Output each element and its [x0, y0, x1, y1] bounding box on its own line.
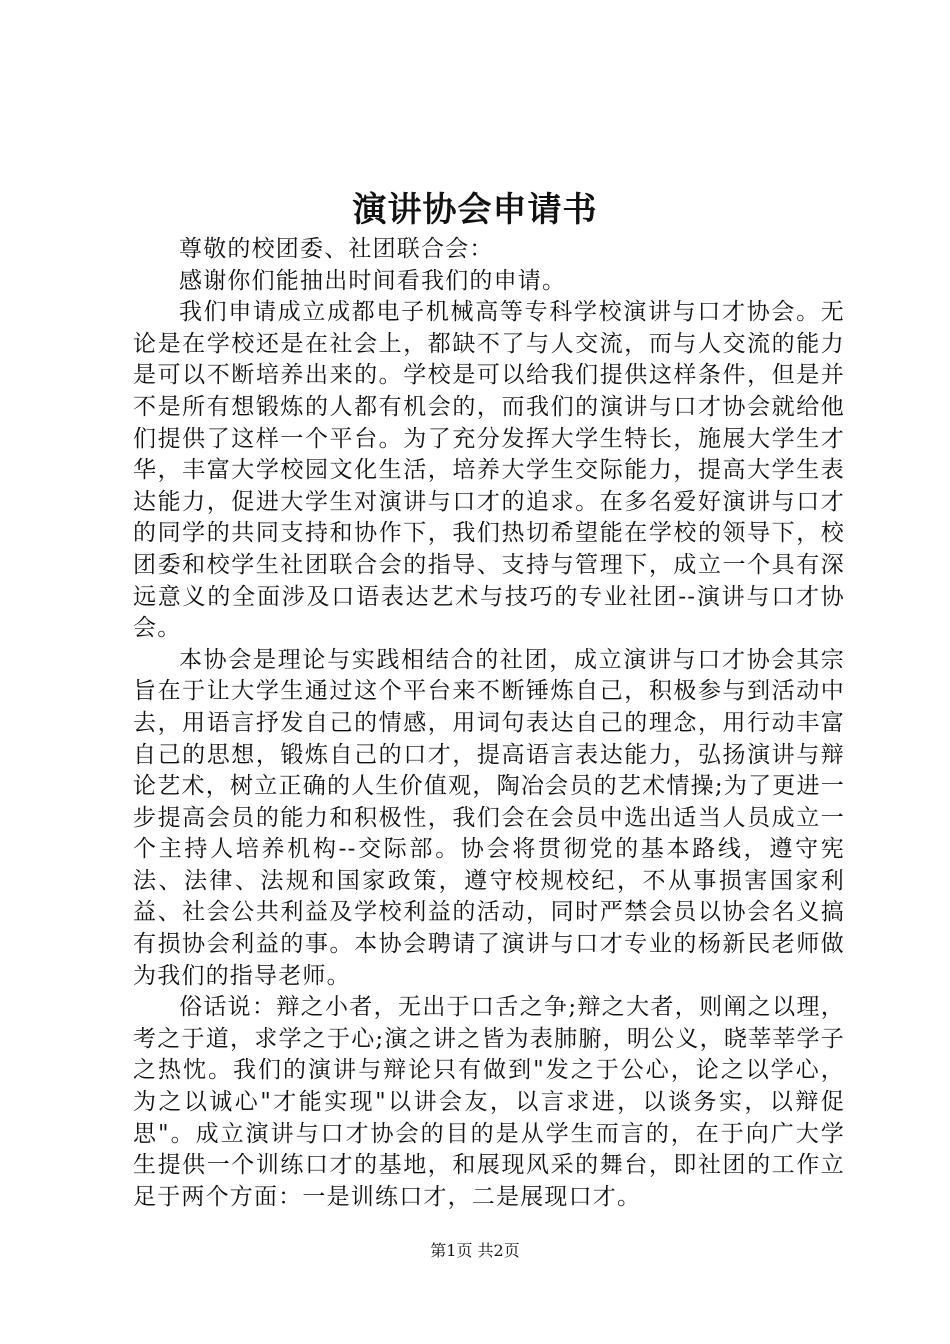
- document-title: 演讲协会申请书: [352, 190, 598, 230]
- application-paragraph: 我们申请成立成都电子机械高等专科学校演讲与口才协会。无论是在学校还是在社会上，都缺不了与人交流，而与人交流的能力是可以不断培养出来的。学校是可以给我们提供这样条件，但是并不是所有想锻炼的人都有机会的，而我们的演讲与口才协会就给他们提供了这样一个平台。为了充分发挥大学生特长，施展大学生才华，丰富大学校园文化生活，培养大学生交际能力，提高大学生表达能力，促进大学生对演讲与口才的追求。在多名爱好演讲与口才的同学的共同支持和协作下，我们热切希望能在学校的领导下，校团委和校学生社团联合会的指导、支持与管理下，成立一个具有深远意义的全面涉及口语表达艺术与技巧的专业社团--演讲与口才协会。: [133, 299, 845, 642]
- proverb-paragraph: 俗话说：辩之小者，无出于口舌之争;辩之大者，则阐之以理，考之于道，求学之于心;演之讲之皆为表肺腑，明公义，晓莘莘学子之热忱。我们的演讲与辩论只有做到"发之于公心，论之以学心，为之以诚心"才能实现"以讲会友，以言求进，以谈务实，以辩促思"。成立演讲与口才协会的目的是从学生而言的，在于向广大学生提供一个训练口才的基地，和展现风采的舞台，即社团的工作立足于两个方面：一是训练口才，二是展现口才。: [133, 994, 845, 1210]
- salutation-paragraph: 尊敬的校团委、社团联合会：: [179, 236, 494, 262]
- thanks-paragraph: 感谢你们能抽出时间看我们的申请。: [179, 267, 567, 294]
- page-number: 第1页 共2页: [430, 1241, 520, 1260]
- purpose-paragraph: 本协会是理论与实践相结合的社团，成立演讲与口才协会其宗旨在于让大学生通过这个平台来不断锤炼自己，积极参与到活动中去，用语言抒发自己的情感，用词句表达自己的理念，用行动丰富自己的思想，锻炼自己的口才，提高语言表达能力，弘扬演讲与辩论艺术，树立正确的人生价值观，陶冶会员的艺术情操;为了更进一步提高会员的能力和积极性，我们会在会员中选出适当人员成立一个主持人培养机构--交际部。协会将贯彻党的基本路线，遵守宪法、法律、法规和国家政策，遵守校规校纪，不从事损害国家利益、社会公共利益及学校利益的活动，同时严禁会员以协会名义搞有损协会利益的事。本协会聘请了演讲与口才专业的杨新民老师做为我们的指导老师。: [133, 646, 845, 989]
- document-body: [133, 234, 845, 1213]
